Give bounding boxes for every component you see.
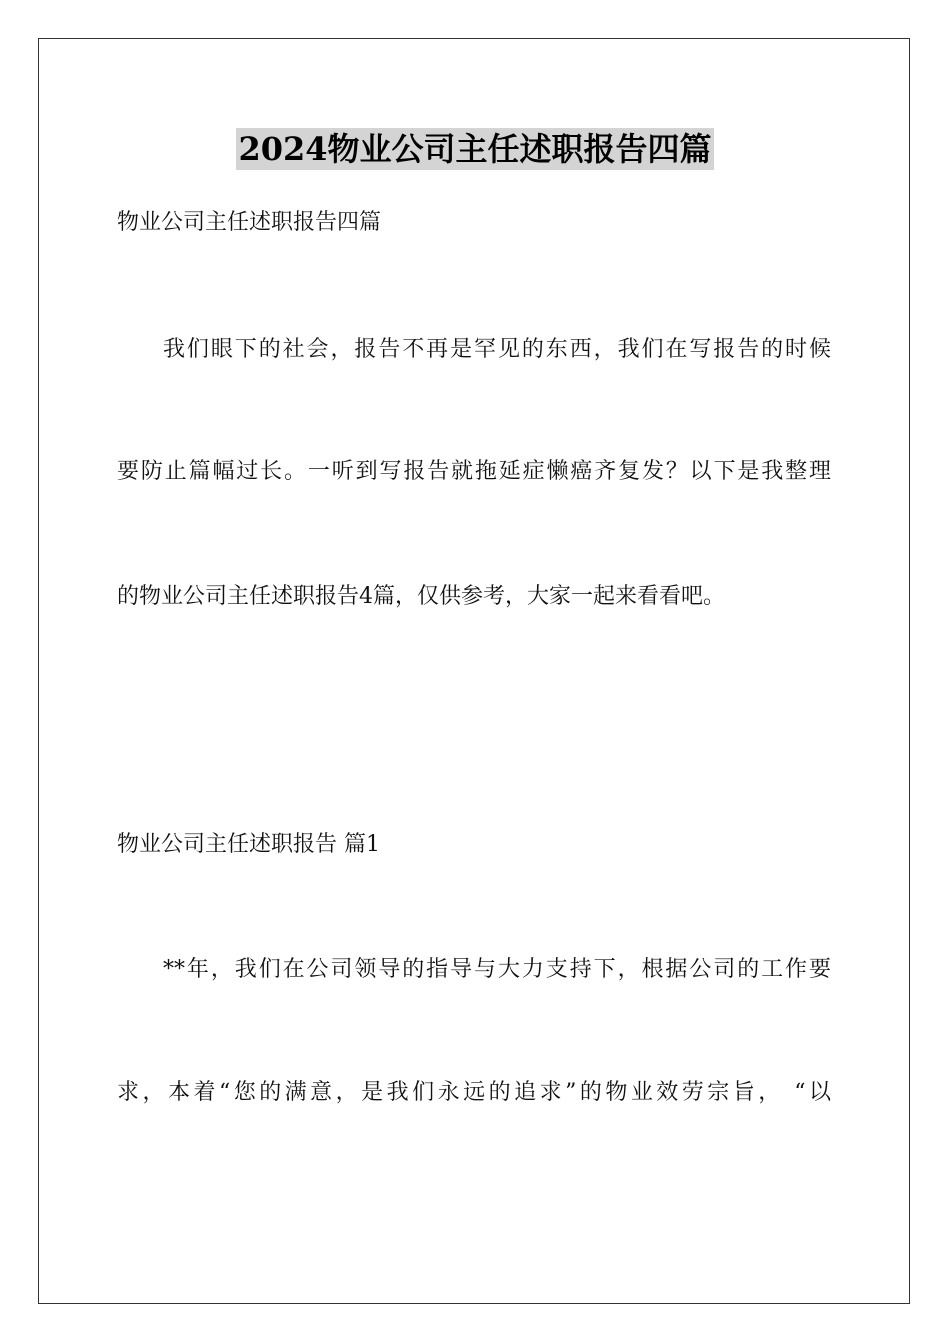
document-title: 2024物业公司主任述职报告四篇 xyxy=(238,130,712,168)
intro-line-1: 我们眼下的社会，报告不再是罕见的东西，我们在写报告的时候 xyxy=(163,337,831,362)
section-heading: 物业公司主任述职报告 篇1 xyxy=(117,832,380,857)
document-subtitle: 物业公司主任述职报告四篇 xyxy=(117,210,382,235)
title-container xyxy=(0,128,950,170)
intro-line-3: 的物业公司主任述职报告4篇，仅供参考，大家一起来看看吧。 xyxy=(117,584,725,609)
section-body-line-2: 求，本着“您的满意，是我们永远的追求”的物业效劳宗旨， “以 xyxy=(117,1080,831,1105)
intro-line-2: 要防止篇幅过长。一听到写报告就拖延症懒癌齐复发？以下是我整理 xyxy=(117,459,831,484)
section-body-line-1: **年，我们在公司领导的指导与大力支持下，根据公司的工作要 xyxy=(163,957,831,982)
